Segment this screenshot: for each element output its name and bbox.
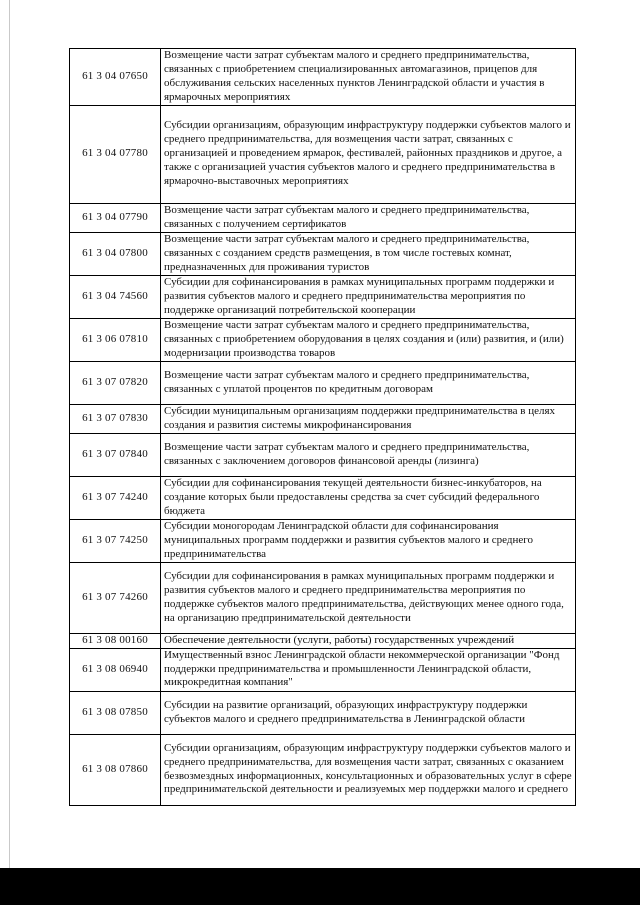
table-row (70, 633, 576, 648)
description-cell: Субсидии организациям, образующим инфраструктуру поддержки субъектов малого и среднего предпринимательства, для возмещения части затрат, связанных с организацией и проведением ярмарок, фестивалей, районных праздников и другое, а также с организацией участия субъектов малого и среднего предпринимательства в ярмарочно-выставочных мероприятиях (161, 105, 576, 203)
code-cell: 61 3 08 07850 (70, 691, 161, 734)
description-cell: Субсидии организациям, образующим инфраструктуру поддержки субъектов малого и среднего предпринимательства, для возмещения части затрат, связанных с оказанием безвозмездных информационных, консультационных и образовательных услуг в сфере предпринимательской деятельности и реализуемых мер поддержки малого и среднего (161, 734, 576, 805)
description-cell: Возмещение части затрат субъектам малого и среднего предпринимательства, связанных с получением сертификатов (161, 203, 576, 232)
table-row (70, 361, 576, 404)
code-cell: 61 3 08 06940 (70, 648, 161, 691)
description-cell: Обеспечение деятельности (услуги, работы) государственных учреждений (161, 633, 576, 648)
table-row (70, 648, 576, 691)
table-row (70, 562, 576, 633)
description-cell: Субсидии моногородам Ленинградской области для софинансирования муниципальных программ поддержки и развития субъектов малого и среднего предпринимательства (161, 519, 576, 562)
code-cell: 61 3 07 07840 (70, 433, 161, 476)
table-row (70, 49, 576, 106)
code-cell: 61 3 04 07650 (70, 49, 161, 106)
table-row (70, 232, 576, 275)
code-cell: 61 3 08 07860 (70, 734, 161, 805)
description-cell: Субсидии для софинансирования в рамках муниципальных программ поддержки и развития субъектов малого и среднего предпринимательства мероприятия по поддержке субъектов малого предпринимательства, действующих менее одного года, на организацию предпринимательской деятельности (161, 562, 576, 633)
table-row (70, 318, 576, 361)
description-cell: Субсидии муниципальным организациям поддержки предпринимательства в целях создания и развития системы микрофинансирования (161, 404, 576, 433)
table-row (70, 734, 576, 805)
table-row (70, 203, 576, 232)
code-cell: 61 3 06 07810 (70, 318, 161, 361)
table-row (70, 275, 576, 318)
table-row (70, 433, 576, 476)
table-row (70, 105, 576, 203)
table-row (70, 691, 576, 734)
code-cell: 61 3 07 74240 (70, 476, 161, 519)
code-cell: 61 3 07 07830 (70, 404, 161, 433)
description-cell: Имущественный взнос Ленинградской области некоммерческой организации "Фонд поддержки предпринимательства и промышленности Ленинградской области, микрокредитная компания" (161, 648, 576, 691)
description-cell: Субсидии на развитие организаций, образующих инфраструктуру поддержки субъектов малого и среднего предпринимательства в Ленинградской области (161, 691, 576, 734)
table-row (70, 476, 576, 519)
code-cell: 61 3 07 74260 (70, 562, 161, 633)
code-cell: 61 3 04 07780 (70, 105, 161, 203)
description-cell: Возмещение части затрат субъектам малого и среднего предпринимательства, связанных с уплатой процентов по кредитным договорам (161, 361, 576, 404)
description-cell: Возмещение части затрат субъектам малого и среднего предпринимательства, связанных с приобретением специализированных автомагазинов, прицепов для обслуживания сельских населенных пунктов Ленинградской области и участия в ярмарочных мероприятиях (161, 49, 576, 106)
description-cell: Возмещение части затрат субъектам малого и среднего предпринимательства, связанных с созданием средств размещения, в том числе гостевых комнат, предназначенных для проживания туристов (161, 232, 576, 275)
code-cell: 61 3 04 07790 (70, 203, 161, 232)
table-row (70, 404, 576, 433)
scan-edge-line (9, 0, 10, 868)
scan-bottom-border (0, 868, 640, 905)
code-cell: 61 3 04 07800 (70, 232, 161, 275)
budget-codes-table (69, 48, 576, 806)
code-cell: 61 3 08 00160 (70, 633, 161, 648)
description-cell: Субсидии для софинансирования в рамках муниципальных программ поддержки и развития субъектов малого и среднего предпринимательства мероприятия по поддержке организаций потребительской кооперации (161, 275, 576, 318)
code-cell: 61 3 04 74560 (70, 275, 161, 318)
code-cell: 61 3 07 07820 (70, 361, 161, 404)
table-row (70, 519, 576, 562)
description-cell: Возмещение части затрат субъектам малого и среднего предпринимательства, связанных с приобретением оборудования в целях создания и (или) развития, и (или) модернизации производства товаров (161, 318, 576, 361)
description-cell: Возмещение части затрат субъектам малого и среднего предпринимательства, связанных с заключением договоров финансовой аренды (лизинга) (161, 433, 576, 476)
code-cell: 61 3 07 74250 (70, 519, 161, 562)
description-cell: Субсидии для софинансирования текущей деятельности бизнес-инкубаторов, на создание которых были предоставлены средства за счет субсидий федерального бюджета (161, 476, 576, 519)
